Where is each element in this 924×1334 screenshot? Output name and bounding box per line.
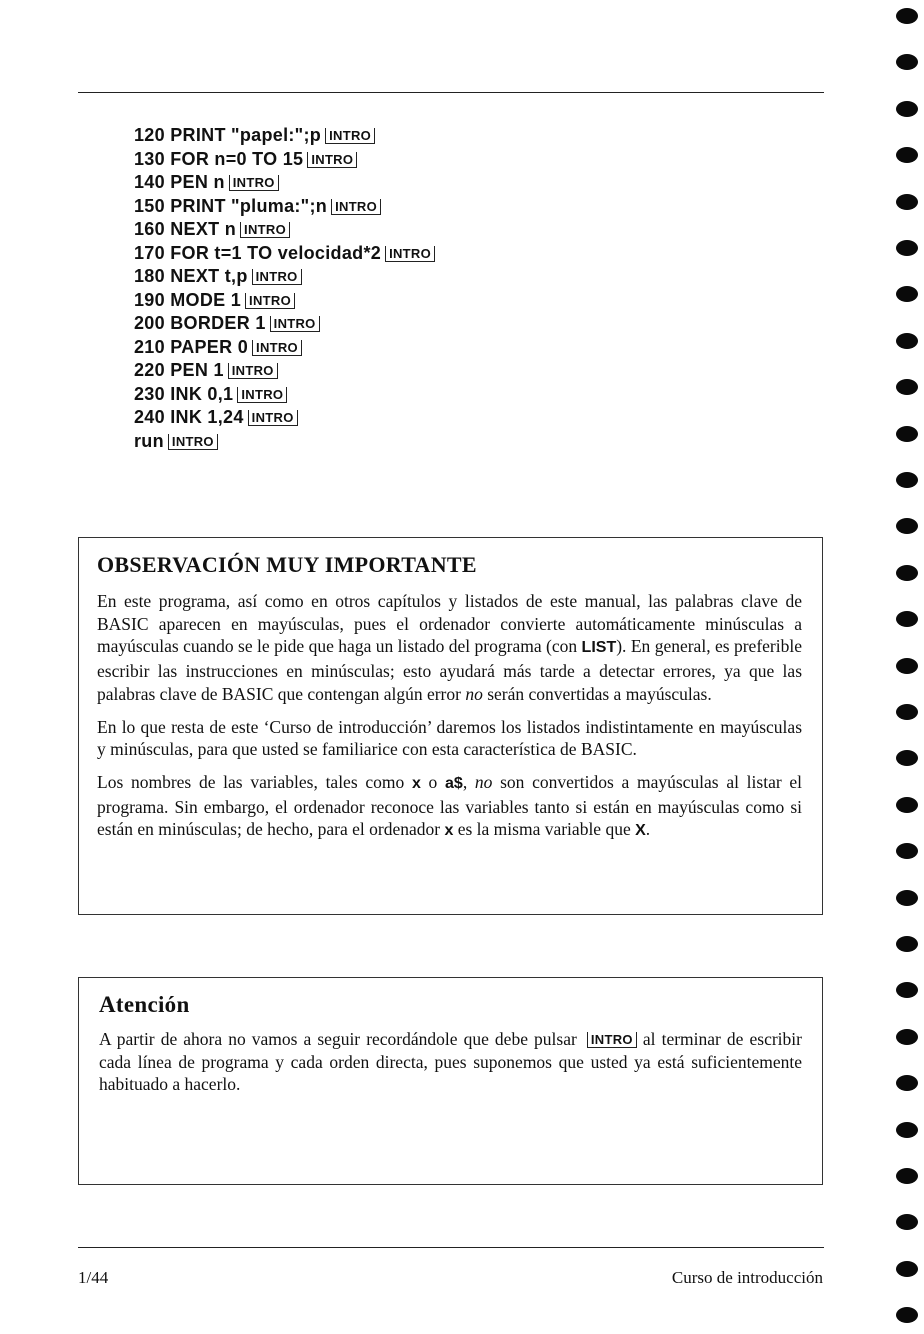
- binder-hole: [896, 379, 918, 395]
- intro-key: INTRO: [587, 1032, 637, 1048]
- program-line: [134, 383, 435, 407]
- variable-name: x: [411, 774, 421, 792]
- program-listing: [134, 124, 435, 453]
- binder-hole: [896, 147, 918, 163]
- intro-key: INTRO: [385, 246, 435, 262]
- intro-key: INTRO: [229, 175, 279, 191]
- note-paragraph-1: En este programa, así como en otros capítulos y listados de este manual, las palabras clave de BASIC aparecen en mayúsculas, pues el ordenador convierte automáticamente minúsculas a mayúsculas cuando se le pide que haga un listado del programa (con LIST). En general, es preferible escribir las instrucciones en minúsculas; esto ayudará más tarde a detectar errores, ya que las palabras clave de BASIC que contengan algún error no serán convertidas a mayúsculas.: [97, 591, 802, 704]
- program-line: [134, 242, 435, 266]
- binder-hole: [896, 1029, 918, 1045]
- binder-hole: [896, 426, 918, 442]
- binder-hole: [896, 565, 918, 581]
- attention-paragraph: A partir de ahora no vamos a seguir recordándole que debe pulsar INTRO al terminar de escribir cada línea de programa y cada orden directa, pues suponemos que usted ya está suficientemente habituado a hacerlo.: [99, 1029, 802, 1095]
- intro-key: INTRO: [245, 293, 295, 309]
- program-line-text: 230 INK 0,1: [134, 383, 234, 404]
- program-line-text: 170 FOR t=1 TO velocidad*2: [134, 242, 382, 263]
- note-title: OBSERVACIÓN MUY IMPORTANTE: [97, 552, 477, 577]
- program-line: [134, 171, 435, 195]
- header-rule: [78, 92, 824, 93]
- binder-hole: [896, 1307, 918, 1323]
- program-line-text: 180 NEXT t,p: [134, 266, 248, 286]
- program-line: [134, 124, 435, 148]
- binder-hole: [896, 333, 918, 349]
- page-number: 1/44: [78, 1268, 109, 1287]
- binder-hole: [896, 658, 918, 674]
- intro-key: INTRO: [237, 387, 287, 403]
- binder-hole: [896, 472, 918, 488]
- intro-key: INTRO: [307, 152, 357, 168]
- program-line: [134, 406, 435, 430]
- binder-hole: [896, 611, 918, 627]
- emphasis: no: [465, 683, 483, 704]
- emphasis: no: [474, 771, 493, 792]
- note-paragraph-3: Los nombres de las variables, tales como x o a$, no son convertidos a mayúsculas al listar el programa. Sin embargo, el ordenador reconoce las variables tanto si están en mayúsculas como si están en minúsculas; de hecho, para el ordenador x es la misma variable que X.: [97, 771, 803, 840]
- intro-key: INTRO: [252, 269, 302, 285]
- program-line-text: 160 NEXT n: [134, 219, 237, 239]
- program-line: [134, 289, 435, 313]
- binder-hole: [896, 750, 918, 766]
- intro-key: INTRO: [240, 222, 290, 238]
- program-line-text: 140 PEN n: [134, 172, 225, 192]
- note-paragraph-2: En lo que resta de este ‘Curso de introducción’ daremos los listados indistintamente en mayúsculas y minúsculas, para que usted se familiarice con esta característica de BASIC.: [97, 716, 802, 760]
- program-line-text: 190 MODE 1: [134, 289, 242, 310]
- program-line: [134, 265, 435, 289]
- binder-hole: [896, 54, 918, 70]
- binder-hole: [896, 797, 918, 813]
- binder-hole: [896, 890, 918, 906]
- program-line: [134, 430, 435, 454]
- program-line: [134, 312, 435, 336]
- program-line-text: run: [134, 430, 164, 451]
- variable-name: x: [444, 822, 454, 840]
- binder-hole: [896, 286, 918, 302]
- binder-hole: [896, 518, 918, 534]
- attention-box: [78, 977, 823, 1185]
- list-keyword: LIST: [581, 639, 617, 657]
- binder-hole: [896, 1214, 918, 1230]
- program-line-text: 240 INK 1,24: [134, 407, 244, 427]
- binder-hole: [896, 1075, 918, 1091]
- program-line: [134, 336, 435, 360]
- variable-name: a$: [445, 774, 463, 792]
- binder-hole: [896, 8, 918, 24]
- program-line: [134, 359, 435, 383]
- binder-hole: [896, 1261, 918, 1277]
- program-line: [134, 195, 435, 219]
- binder-hole: [896, 843, 918, 859]
- binder-hole: [896, 1168, 918, 1184]
- variable-name: X: [635, 822, 646, 840]
- binder-hole: [896, 194, 918, 210]
- program-line-text: 150 PRINT "pluma:";n: [134, 195, 328, 216]
- program-line-text: 120 PRINT "papel:";p: [134, 125, 322, 145]
- intro-key: INTRO: [270, 316, 320, 332]
- program-line: [134, 148, 435, 172]
- program-line-text: 210 PAPER 0: [134, 336, 249, 357]
- intro-key: INTRO: [168, 434, 218, 450]
- intro-key: INTRO: [228, 363, 278, 379]
- footer-rule: [78, 1247, 824, 1248]
- intro-key: INTRO: [252, 340, 302, 356]
- intro-key: INTRO: [248, 410, 298, 426]
- binder-hole: [896, 704, 918, 720]
- binder-holes: [896, 0, 924, 1334]
- binder-hole: [896, 240, 918, 256]
- binder-hole: [896, 1122, 918, 1138]
- program-line-text: 200 BORDER 1: [134, 313, 266, 333]
- intro-key: INTRO: [331, 199, 381, 215]
- program-line-text: 220 PEN 1: [134, 360, 224, 380]
- intro-key: INTRO: [325, 128, 375, 144]
- important-note-box: [78, 537, 823, 915]
- program-line-text: 130 FOR n=0 TO 15: [134, 148, 304, 169]
- attention-title: Atención: [99, 992, 190, 1017]
- program-line: [134, 218, 435, 242]
- binder-hole: [896, 936, 918, 952]
- binder-hole: [896, 101, 918, 117]
- section-title: Curso de introducción: [671, 1268, 823, 1287]
- binder-hole: [896, 982, 918, 998]
